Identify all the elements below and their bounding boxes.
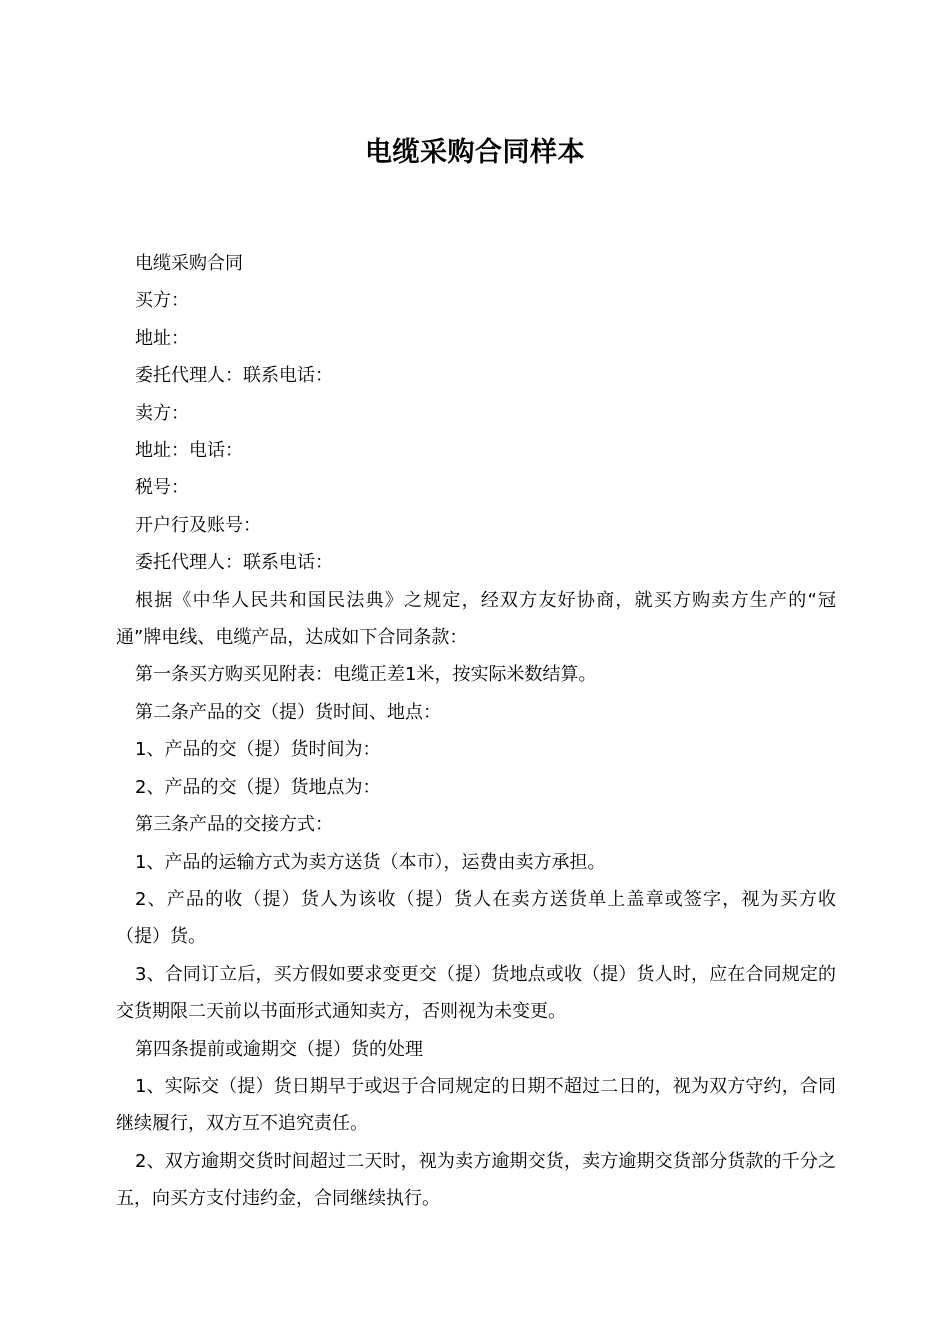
paragraph: 第二条产品的交（提）货时间、地点： [135,701,441,723]
paragraph: 开户行及账号： [135,514,261,536]
paragraph: 地址：电话： [135,440,243,462]
paragraph: 第一条买方购买见附表：电缆正差1米，按实际米数结算。 [135,664,597,686]
paragraph: 1、实际交（提）货日期早于或迟于合同规定的日期不超过二日的，视为双方守约，合同继续履行，双方互不追究责任。 [116,1075,836,1135]
paragraph: 电缆采购合同 [135,253,243,274]
paragraph: 税号： [135,477,189,499]
paragraph: 买方： [135,290,189,312]
paragraph: 第四条提前或逾期交（提）货的处理 [135,1038,423,1060]
paragraph: 1、产品的运输方式为卖方送货（本市），运费由卖方承担。 [135,851,606,873]
paragraph: 委托代理人：联系电话： [135,365,333,387]
paragraph: 地址： [135,327,189,349]
document-body [116,245,836,1218]
paragraph: 3、合同订立后，买方假如要求变更交（提）货地点或收（提）货人时，应在合同规定的交货期限二天前以书面形式通知卖方，否则视为未变更。 [116,963,836,1023]
paragraph: 第三条产品的交接方式： [135,814,333,836]
paragraph: 卖方： [135,402,189,424]
paragraph: 1、产品的交（提）货时间为： [135,739,381,761]
paragraph: 2、产品的交（提）货地点为： [135,776,381,798]
paragraph: 委托代理人：联系电话： [135,552,333,574]
document-title: 电缆采购合同样本 [365,137,585,168]
paragraph: 2、产品的收（提）货人为该收（提）货人在卖方送货单上盖章或签字，视为买方收（提）货。 [116,888,836,948]
paragraph: 2、双方逾期交货时间超过二天时，视为卖方逾期交货，卖方逾期交货部分货款的千分之五，向买方支付违约金，合同继续执行。 [116,1150,836,1210]
paragraph: 根据《中华人民共和国民法典》之规定，经双方友好协商，就买方购卖方生产的“冠通”牌电线、电缆产品，达成如下合同条款： [116,589,836,649]
